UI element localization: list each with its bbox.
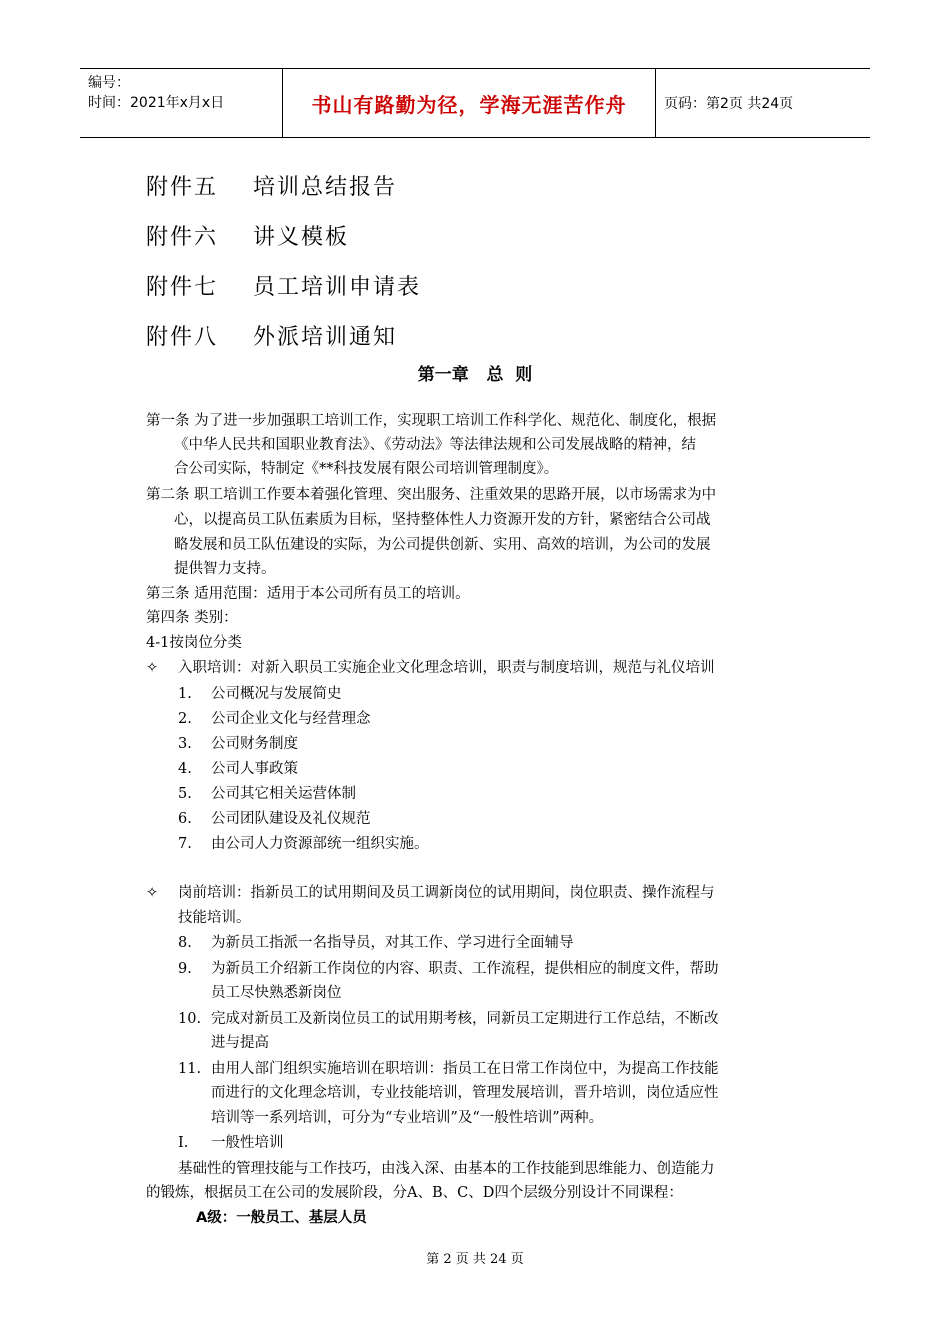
article-4: 第四条 类别： [146,610,238,626]
list-item: 公司团队建设及礼仪规范 [211,811,371,827]
attachment-title: 外派培训通知 [253,325,398,350]
section-4-1: 4-1按岗位分类 [146,635,242,651]
bullet-icon: ✧ [146,660,159,676]
list-number: 6. [178,811,192,827]
page-header [80,68,870,138]
list-item-cont: 而进行的文化理念培训，专业技能培训，管理发展培训，晋升培训，岗位适应性 [211,1085,719,1101]
article-1-line-3: 合公司实际，特制定《**科技发展有限公司培训管理制度》。 [174,461,559,477]
article-2-line-2: 心，以提高员工队伍素质为目标，坚持整体性人力资源开发的方针，紧密结合公司战 [174,512,711,528]
article-1-line-2: 《中华人民共和国职业教育法》、《劳动法》等法律法规和公司发展战略的精神，结 [174,437,696,453]
header-meta [80,69,283,137]
list-number: 7. [178,836,192,852]
attachment-num: 附件八 [146,325,219,350]
code-label: 编号： [88,75,130,91]
level-a-heading: A级：一般员工、基层人员 [196,1210,367,1226]
list-item: 为新员工介绍新工作岗位的内容、职责、工作流程，提供相应的制度文件，帮助 [211,961,719,977]
bullet-icon: ✧ [146,885,159,901]
attachment-title: 讲义模板 [253,225,350,250]
list-number: 2. [178,711,192,727]
preposition-title-line-1: 岗前培训：指新员工的试用期间及员工调新岗位的试用期间，岗位职责、操作流程与 [178,885,715,901]
list-item: 由用人部门组织实施培训在职培训：指员工在日常工作岗位中，为提高工作技能 [211,1061,719,1077]
list-item: 公司财务制度 [211,736,298,752]
list-item: 一般性培训 [211,1135,284,1151]
list-item-cont: 进与提高 [211,1035,269,1051]
header-page-info: 页码：第2页 共24页 [664,96,794,112]
list-number: 1. [178,686,192,702]
attachment-num: 附件五 [146,175,219,200]
attachment-5 [146,170,397,201]
attachment-8 [146,320,397,351]
general-line-1: 基础性的管理技能与工作技巧，由浅入深、由基本的工作技能到思维能力、创造能力 [178,1161,715,1177]
list-item-cont: 培训等一系列培训，可分为“专业培训”及“一般性培训”两种。 [211,1110,604,1126]
article-2-line-1: 第二条 职工培训工作要本着强化管理、突出服务、注重效果的思路开展，以市场需求为中 [146,487,717,503]
list-number: 4. [178,761,192,777]
list-item: 为新员工指派一名指导员，对其工作、学习进行全面辅导 [211,935,574,951]
chapter-title: 第一章 总 则 [417,365,533,385]
article-1-line-1: 第一条 为了进一步加强职工培训工作，实现职工培训工作科学化、规范化、制度化，根据 [146,413,717,429]
list-number: 11. [178,1061,202,1077]
list-item-cont: 员工尽快熟悉新岗位 [211,985,342,1001]
list-number: 5. [178,786,192,802]
article-3: 第三条 适用范围：适用于本公司所有员工的培训。 [146,586,470,602]
list-item: 完成对新员工及新岗位员工的试用期考核，同新员工定期进行工作总结，不断改 [211,1011,719,1027]
list-number: 8. [178,935,192,951]
attachment-7 [146,270,421,301]
article-2-line-4: 提供智力支持。 [174,561,276,577]
list-number: 10. [178,1011,202,1027]
list-item: 公司其它相关运营体制 [211,786,356,802]
attachment-title: 员工培训申请表 [253,275,422,300]
header-slogan: 书山有路勤为径，学海无涯苦作舟 [283,69,656,137]
attachment-title: 培训总结报告 [253,175,398,200]
attachment-num: 附件七 [146,275,219,300]
onboarding-title: 入职培训：对新入职员工实施企业文化理念培训，职责与制度培训，规范与礼仪培训 [178,660,715,676]
page-footer: 第 2 页 共 24 页 [426,1252,524,1267]
list-item: 由公司人力资源部统一组织实施。 [211,836,429,852]
preposition-title-line-2: 技能培训。 [178,910,251,926]
list-item: 公司概况与发展简史 [211,686,342,702]
general-line-2: 的锻炼，根据员工在公司的发展阶段，分A、B、C、D四个层级分别设计不同课程： [146,1185,683,1201]
attachment-num: 附件六 [146,225,219,250]
time-label: 时间：2021年x月x日 [88,95,225,111]
list-number: I. [178,1135,189,1151]
list-item: 公司企业文化与经营理念 [211,711,371,727]
attachment-6 [146,220,349,251]
list-number: 3. [178,736,192,752]
list-number: 9. [178,961,192,977]
article-2-line-3: 略发展和员工队伍建设的实际，为公司提供创新、实用、高效的培训，为公司的发展 [174,537,711,553]
list-item: 公司人事政策 [211,761,298,777]
